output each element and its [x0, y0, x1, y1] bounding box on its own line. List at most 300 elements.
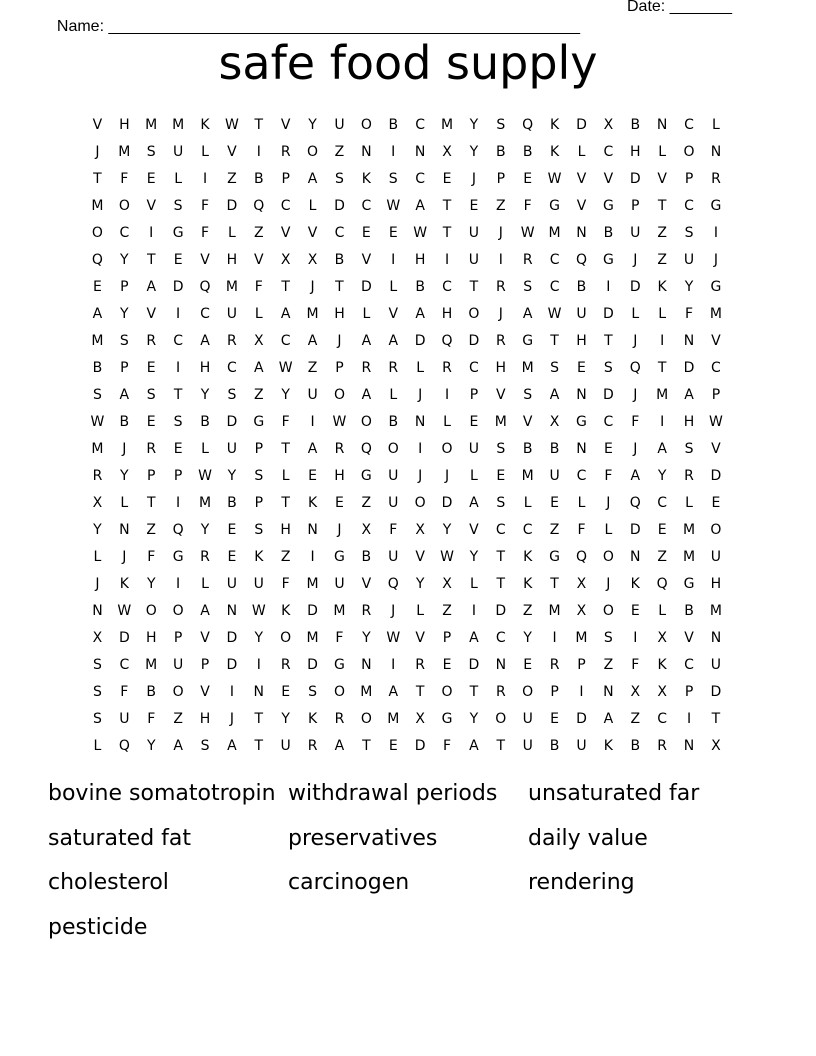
- grid-letter[interactable]: H: [119, 117, 130, 133]
- grid-letter[interactable]: J: [498, 306, 503, 322]
- grid-letter[interactable]: D: [629, 522, 641, 538]
- grid-letter[interactable]: B: [522, 144, 533, 160]
- grid-letter[interactable]: F: [147, 711, 156, 727]
- grid-letter[interactable]: L: [577, 495, 586, 511]
- grid-letter[interactable]: T: [469, 684, 479, 700]
- grid-letter[interactable]: T: [415, 684, 425, 700]
- grid-letter[interactable]: R: [388, 360, 399, 376]
- grid-letter[interactable]: B: [684, 603, 694, 619]
- grid-letter[interactable]: T: [146, 252, 156, 268]
- grid-letter[interactable]: C: [442, 279, 452, 295]
- grid-letter[interactable]: M: [548, 603, 561, 619]
- grid-letter[interactable]: Q: [629, 360, 641, 376]
- grid-letter[interactable]: R: [280, 657, 291, 673]
- grid-letter[interactable]: G: [441, 711, 453, 727]
- grid-letter[interactable]: R: [361, 603, 372, 619]
- grid-letter[interactable]: K: [523, 549, 533, 565]
- grid-letter[interactable]: L: [443, 414, 451, 430]
- grid-letter[interactable]: O: [172, 603, 184, 619]
- grid-letter[interactable]: U: [172, 657, 184, 673]
- grid-letter[interactable]: C: [280, 333, 291, 349]
- grid-letter[interactable]: O: [683, 144, 695, 160]
- grid-letter[interactable]: U: [522, 738, 533, 754]
- grid-letter[interactable]: R: [200, 549, 210, 565]
- grid-letter[interactable]: M: [709, 603, 722, 619]
- grid-letter[interactable]: O: [602, 549, 614, 565]
- grid-letter[interactable]: H: [334, 306, 345, 322]
- grid-letter[interactable]: A: [549, 387, 560, 403]
- grid-letter[interactable]: P: [173, 630, 183, 646]
- grid-letter[interactable]: O: [710, 522, 722, 538]
- grid-letter[interactable]: V: [254, 252, 264, 268]
- grid-letter[interactable]: T: [281, 441, 290, 457]
- grid-letter[interactable]: L: [201, 144, 209, 160]
- grid-letter[interactable]: Q: [387, 576, 399, 592]
- grid-letter[interactable]: L: [470, 576, 478, 592]
- grid-letter[interactable]: Y: [120, 306, 129, 322]
- grid-letter[interactable]: S: [146, 144, 156, 160]
- grid-letter[interactable]: S: [684, 225, 694, 241]
- grid-letter[interactable]: H: [414, 252, 426, 268]
- grid-letter[interactable]: L: [658, 306, 667, 322]
- grid-letter[interactable]: P: [684, 684, 694, 700]
- grid-letter[interactable]: I: [498, 252, 503, 268]
- grid-letter[interactable]: D: [226, 630, 238, 646]
- grid-letter[interactable]: F: [685, 306, 694, 322]
- grid-letter[interactable]: Z: [361, 495, 372, 511]
- grid-letter[interactable]: T: [711, 711, 721, 727]
- grid-letter[interactable]: G: [602, 252, 614, 268]
- grid-letter[interactable]: H: [226, 252, 238, 268]
- grid-letter[interactable]: Y: [469, 117, 479, 133]
- grid-letter[interactable]: J: [95, 144, 100, 160]
- grid-letter[interactable]: S: [173, 414, 183, 430]
- grid-letter[interactable]: E: [657, 522, 667, 538]
- grid-letter[interactable]: G: [172, 225, 184, 241]
- grid-letter[interactable]: V: [200, 252, 210, 268]
- grid-letter[interactable]: O: [307, 144, 319, 160]
- grid-letter[interactable]: E: [603, 441, 613, 457]
- grid-letter[interactable]: Q: [575, 252, 587, 268]
- grid-letter[interactable]: K: [200, 117, 210, 133]
- grid-letter[interactable]: V: [576, 198, 587, 214]
- grid-letter[interactable]: Y: [657, 468, 667, 484]
- grid-letter[interactable]: R: [146, 333, 157, 349]
- grid-letter[interactable]: P: [173, 468, 183, 484]
- grid-letter[interactable]: J: [337, 522, 342, 538]
- grid-letter[interactable]: A: [388, 684, 399, 700]
- grid-letter[interactable]: E: [711, 495, 721, 511]
- grid-letter[interactable]: M: [494, 414, 507, 430]
- grid-letter[interactable]: G: [334, 549, 345, 565]
- grid-letter[interactable]: J: [606, 495, 611, 511]
- grid-letter[interactable]: E: [523, 657, 533, 673]
- grid-letter[interactable]: Y: [146, 576, 156, 592]
- grid-letter[interactable]: U: [388, 495, 399, 511]
- grid-letter[interactable]: I: [310, 414, 315, 430]
- grid-letter[interactable]: A: [657, 441, 667, 457]
- grid-letter[interactable]: I: [202, 171, 208, 187]
- grid-letter[interactable]: B: [496, 144, 506, 160]
- grid-letter[interactable]: P: [684, 171, 694, 187]
- grid-letter[interactable]: B: [119, 414, 130, 430]
- grid-letter[interactable]: M: [521, 360, 534, 376]
- grid-letter[interactable]: Y: [120, 252, 129, 268]
- grid-letter[interactable]: N: [710, 630, 722, 646]
- grid-letter[interactable]: Q: [172, 522, 184, 538]
- grid-letter[interactable]: S: [93, 711, 102, 727]
- grid-letter[interactable]: D: [226, 657, 238, 673]
- grid-letter[interactable]: U: [334, 576, 345, 592]
- grid-letter[interactable]: I: [660, 414, 665, 430]
- grid-letter[interactable]: T: [281, 279, 290, 295]
- grid-letter[interactable]: J: [418, 468, 423, 484]
- grid-letter[interactable]: B: [576, 279, 587, 295]
- grid-letter[interactable]: E: [93, 279, 102, 295]
- grid-letter[interactable]: O: [602, 603, 614, 619]
- grid-letter[interactable]: C: [657, 711, 668, 727]
- grid-letter[interactable]: I: [256, 657, 261, 673]
- grid-letter[interactable]: A: [415, 198, 425, 214]
- grid-letter[interactable]: U: [468, 225, 480, 241]
- grid-letter[interactable]: V: [711, 441, 721, 457]
- grid-letter[interactable]: T: [550, 333, 559, 349]
- grid-letter[interactable]: E: [577, 360, 586, 376]
- grid-letter[interactable]: T: [657, 360, 667, 376]
- grid-letter[interactable]: U: [280, 738, 291, 754]
- grid-letter[interactable]: R: [684, 468, 694, 484]
- grid-letter[interactable]: E: [146, 360, 156, 376]
- grid-letter[interactable]: I: [391, 144, 396, 160]
- grid-letter[interactable]: R: [361, 360, 372, 376]
- grid-letter[interactable]: V: [307, 225, 318, 241]
- grid-letter[interactable]: P: [147, 468, 156, 484]
- grid-letter[interactable]: U: [119, 711, 130, 727]
- grid-letter[interactable]: S: [550, 360, 560, 376]
- grid-letter[interactable]: M: [91, 441, 104, 457]
- grid-letter[interactable]: T: [254, 738, 264, 754]
- grid-letter[interactable]: O: [145, 603, 157, 619]
- grid-letter[interactable]: B: [630, 117, 641, 133]
- grid-letter[interactable]: C: [200, 306, 210, 322]
- grid-letter[interactable]: R: [415, 657, 425, 673]
- grid-letter[interactable]: N: [253, 684, 265, 700]
- grid-letter[interactable]: W: [332, 414, 347, 430]
- grid-letter[interactable]: F: [577, 522, 586, 538]
- grid-letter[interactable]: B: [603, 225, 614, 241]
- grid-letter[interactable]: M: [548, 225, 561, 241]
- grid-letter[interactable]: W: [440, 549, 454, 565]
- grid-letter[interactable]: Z: [227, 171, 237, 187]
- grid-letter[interactable]: B: [549, 441, 560, 457]
- grid-letter[interactable]: C: [711, 360, 721, 376]
- grid-letter[interactable]: U: [226, 441, 238, 457]
- grid-letter[interactable]: J: [471, 171, 476, 187]
- grid-letter[interactable]: C: [227, 360, 237, 376]
- grid-letter[interactable]: J: [229, 711, 234, 727]
- grid-letter[interactable]: D: [172, 279, 184, 295]
- grid-letter[interactable]: L: [523, 495, 532, 511]
- grid-letter[interactable]: Z: [173, 711, 183, 727]
- grid-letter[interactable]: Y: [281, 387, 290, 403]
- grid-letter[interactable]: L: [227, 225, 236, 241]
- grid-letter[interactable]: E: [281, 684, 291, 700]
- grid-letter[interactable]: J: [444, 468, 450, 484]
- grid-letter[interactable]: J: [122, 549, 127, 565]
- grid-letter[interactable]: D: [576, 711, 587, 727]
- grid-letter[interactable]: X: [711, 738, 721, 754]
- grid-letter[interactable]: R: [495, 684, 506, 700]
- grid-letter[interactable]: P: [335, 360, 344, 376]
- grid-letter[interactable]: J: [606, 576, 611, 592]
- grid-letter[interactable]: L: [577, 144, 586, 160]
- grid-letter[interactable]: X: [92, 630, 103, 646]
- grid-letter[interactable]: U: [549, 468, 560, 484]
- grid-letter[interactable]: K: [603, 738, 613, 754]
- grid-letter[interactable]: I: [149, 225, 154, 241]
- grid-letter[interactable]: U: [334, 117, 345, 133]
- grid-letter[interactable]: S: [523, 387, 533, 403]
- grid-letter[interactable]: O: [414, 495, 426, 511]
- grid-letter[interactable]: F: [200, 225, 210, 241]
- grid-letter[interactable]: H: [280, 522, 291, 538]
- grid-letter[interactable]: A: [684, 387, 694, 403]
- grid-letter[interactable]: Z: [657, 549, 667, 565]
- grid-letter[interactable]: S: [335, 171, 344, 187]
- grid-letter[interactable]: N: [683, 738, 695, 754]
- grid-letter[interactable]: F: [281, 414, 290, 430]
- grid-letter[interactable]: X: [415, 711, 425, 727]
- grid-letter[interactable]: F: [523, 198, 532, 214]
- grid-letter[interactable]: Q: [118, 738, 130, 754]
- grid-letter[interactable]: G: [549, 198, 561, 214]
- grid-letter[interactable]: K: [549, 117, 560, 133]
- grid-letter[interactable]: P: [496, 171, 506, 187]
- grid-letter[interactable]: B: [146, 684, 157, 700]
- grid-letter[interactable]: K: [307, 495, 318, 511]
- grid-letter[interactable]: B: [227, 495, 237, 511]
- grid-letter[interactable]: C: [495, 522, 506, 538]
- grid-letter[interactable]: E: [308, 468, 317, 484]
- grid-letter[interactable]: I: [552, 630, 557, 646]
- grid-letter[interactable]: E: [361, 225, 371, 241]
- grid-letter[interactable]: I: [444, 387, 450, 403]
- grid-letter[interactable]: A: [307, 441, 318, 457]
- grid-letter[interactable]: D: [576, 117, 587, 133]
- grid-letter[interactable]: T: [254, 711, 264, 727]
- grid-letter[interactable]: J: [633, 387, 638, 403]
- grid-letter[interactable]: C: [119, 657, 130, 673]
- grid-letter[interactable]: B: [92, 360, 103, 376]
- grid-letter[interactable]: Q: [360, 441, 372, 457]
- grid-letter[interactable]: R: [442, 360, 452, 376]
- grid-letter[interactable]: O: [280, 630, 292, 646]
- grid-letter[interactable]: T: [657, 198, 667, 214]
- grid-letter[interactable]: Z: [630, 711, 641, 727]
- grid-letter[interactable]: Z: [253, 225, 264, 241]
- grid-letter[interactable]: F: [254, 279, 263, 295]
- grid-letter[interactable]: D: [468, 333, 480, 349]
- grid-letter[interactable]: O: [172, 684, 184, 700]
- grid-letter[interactable]: L: [174, 171, 183, 187]
- grid-letter[interactable]: I: [606, 279, 611, 295]
- grid-letter[interactable]: O: [360, 414, 372, 430]
- grid-letter[interactable]: V: [280, 117, 291, 133]
- grid-letter[interactable]: V: [92, 117, 103, 133]
- grid-letter[interactable]: V: [280, 225, 291, 241]
- grid-letter[interactable]: R: [549, 657, 560, 673]
- grid-letter[interactable]: D: [307, 603, 318, 619]
- grid-letter[interactable]: J: [310, 279, 315, 295]
- grid-letter[interactable]: F: [120, 684, 129, 700]
- grid-letter[interactable]: J: [633, 252, 638, 268]
- grid-letter[interactable]: E: [630, 603, 640, 619]
- grid-letter[interactable]: O: [360, 711, 372, 727]
- grid-letter[interactable]: F: [335, 630, 344, 646]
- grid-letter[interactable]: X: [576, 603, 587, 619]
- grid-letter[interactable]: B: [630, 738, 641, 754]
- grid-letter[interactable]: Q: [253, 198, 265, 214]
- grid-letter[interactable]: L: [631, 306, 640, 322]
- grid-letter[interactable]: J: [391, 603, 396, 619]
- grid-letter[interactable]: U: [172, 144, 184, 160]
- grid-letter[interactable]: B: [253, 171, 264, 187]
- grid-letter[interactable]: O: [91, 225, 103, 241]
- grid-letter[interactable]: Q: [91, 252, 103, 268]
- grid-letter[interactable]: Z: [522, 603, 533, 619]
- grid-letter[interactable]: V: [146, 198, 157, 214]
- grid-letter[interactable]: O: [468, 306, 480, 322]
- grid-letter[interactable]: Y: [308, 117, 317, 133]
- grid-letter[interactable]: X: [415, 522, 425, 538]
- grid-letter[interactable]: W: [224, 117, 239, 133]
- grid-letter[interactable]: U: [576, 306, 587, 322]
- grid-letter[interactable]: Z: [280, 549, 291, 565]
- grid-letter[interactable]: E: [442, 657, 452, 673]
- grid-letter[interactable]: M: [198, 495, 212, 511]
- grid-letter[interactable]: C: [684, 117, 694, 133]
- grid-letter[interactable]: W: [547, 306, 562, 322]
- grid-letter[interactable]: I: [418, 441, 423, 457]
- grid-letter[interactable]: T: [496, 549, 506, 565]
- grid-letter[interactable]: T: [93, 171, 102, 187]
- grid-letter[interactable]: A: [200, 333, 210, 349]
- grid-letter[interactable]: L: [604, 522, 613, 538]
- grid-letter[interactable]: Y: [93, 522, 102, 538]
- grid-letter[interactable]: P: [469, 387, 479, 403]
- grid-letter[interactable]: J: [713, 252, 718, 268]
- grid-letter[interactable]: X: [576, 576, 587, 592]
- grid-letter[interactable]: M: [172, 117, 185, 133]
- grid-letter[interactable]: A: [334, 738, 345, 754]
- grid-letter[interactable]: K: [630, 576, 640, 592]
- grid-letter[interactable]: T: [173, 387, 183, 403]
- grid-letter[interactable]: S: [146, 387, 156, 403]
- grid-letter[interactable]: Z: [334, 144, 345, 160]
- grid-letter[interactable]: G: [710, 198, 722, 214]
- grid-letter[interactable]: T: [254, 117, 264, 133]
- grid-letter[interactable]: X: [280, 252, 291, 268]
- grid-letter[interactable]: I: [391, 657, 396, 673]
- grid-letter[interactable]: Z: [253, 387, 264, 403]
- grid-letter[interactable]: S: [523, 279, 533, 295]
- grid-letter[interactable]: R: [657, 738, 668, 754]
- grid-letter[interactable]: K: [119, 576, 129, 592]
- grid-letter[interactable]: D: [226, 198, 238, 214]
- name-field-line[interactable]: Name: _____________________________________________________: [56, 18, 581, 35]
- grid-letter[interactable]: Q: [656, 576, 668, 592]
- grid-letter[interactable]: M: [306, 576, 319, 592]
- grid-letter[interactable]: P: [550, 684, 559, 700]
- grid-letter[interactable]: I: [686, 711, 692, 727]
- grid-letter[interactable]: S: [93, 387, 102, 403]
- grid-letter[interactable]: E: [388, 738, 398, 754]
- grid-letter[interactable]: X: [92, 495, 103, 511]
- grid-letter[interactable]: L: [658, 603, 667, 619]
- grid-letter[interactable]: P: [254, 441, 264, 457]
- grid-letter[interactable]: Z: [146, 522, 157, 538]
- grid-letter[interactable]: C: [684, 657, 694, 673]
- grid-letter[interactable]: N: [414, 144, 426, 160]
- grid-letter[interactable]: A: [173, 738, 183, 754]
- grid-letter[interactable]: M: [145, 657, 158, 673]
- grid-letter[interactable]: Z: [442, 603, 452, 619]
- grid-letter[interactable]: E: [442, 171, 452, 187]
- grid-letter[interactable]: I: [391, 252, 396, 268]
- grid-letter[interactable]: T: [281, 495, 290, 511]
- grid-letter[interactable]: D: [414, 738, 426, 754]
- grid-letter[interactable]: T: [335, 279, 344, 295]
- grid-letter[interactable]: U: [710, 657, 722, 673]
- grid-letter[interactable]: K: [361, 171, 371, 187]
- grid-letter[interactable]: S: [93, 657, 102, 673]
- grid-letter[interactable]: U: [468, 441, 480, 457]
- date-field-line[interactable]: Date: _______: [627, 0, 732, 15]
- grid-letter[interactable]: B: [522, 441, 533, 457]
- grid-letter[interactable]: L: [93, 549, 102, 565]
- grid-letter[interactable]: V: [603, 171, 614, 187]
- grid-letter[interactable]: N: [683, 333, 695, 349]
- grid-letter[interactable]: K: [657, 657, 667, 673]
- grid-letter[interactable]: X: [361, 522, 372, 538]
- grid-letter[interactable]: S: [496, 441, 506, 457]
- grid-letter[interactable]: L: [685, 495, 693, 511]
- grid-letter[interactable]: G: [710, 279, 722, 295]
- grid-letter[interactable]: X: [307, 252, 318, 268]
- grid-letter[interactable]: S: [254, 522, 264, 538]
- grid-letter[interactable]: Z: [307, 360, 318, 376]
- grid-letter[interactable]: Q: [629, 495, 641, 511]
- grid-letter[interactable]: G: [253, 414, 265, 430]
- grid-letter[interactable]: V: [415, 630, 425, 646]
- grid-letter[interactable]: M: [682, 522, 696, 538]
- grid-letter[interactable]: G: [334, 657, 345, 673]
- grid-letter[interactable]: U: [683, 252, 695, 268]
- grid-letter[interactable]: C: [522, 522, 533, 538]
- grid-letter[interactable]: V: [200, 684, 210, 700]
- grid-letter[interactable]: T: [496, 576, 506, 592]
- grid-letter[interactable]: E: [173, 252, 183, 268]
- grid-letter[interactable]: B: [361, 549, 372, 565]
- grid-letter[interactable]: K: [307, 711, 318, 727]
- grid-letter[interactable]: H: [495, 360, 507, 376]
- grid-letter[interactable]: J: [95, 576, 100, 592]
- grid-letter[interactable]: W: [90, 414, 105, 430]
- grid-letter[interactable]: V: [361, 252, 372, 268]
- grid-letter[interactable]: P: [200, 657, 210, 673]
- grid-letter[interactable]: Z: [603, 657, 614, 673]
- grid-letter[interactable]: F: [281, 576, 290, 592]
